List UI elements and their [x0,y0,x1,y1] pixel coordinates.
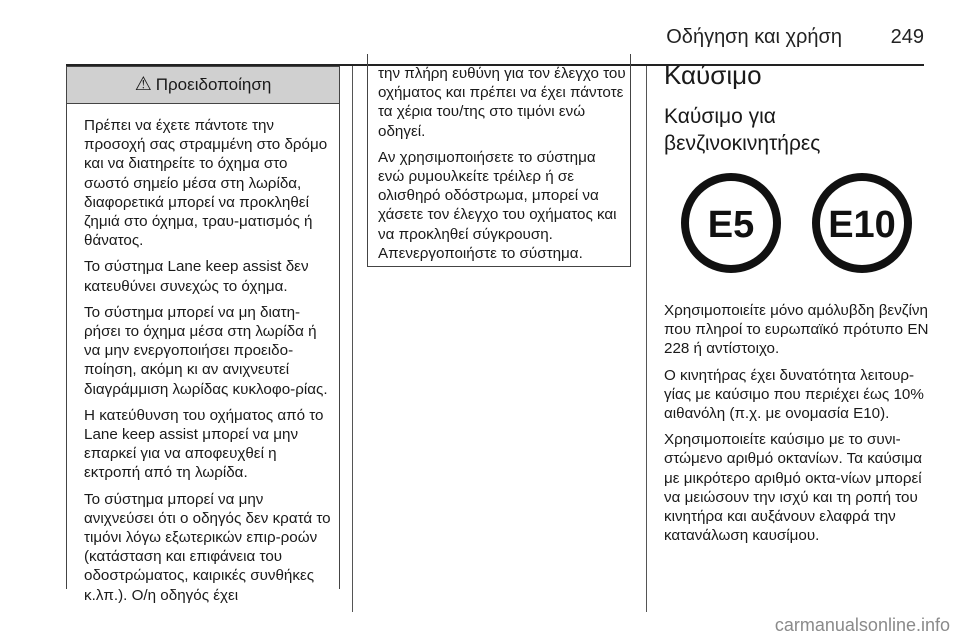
fuel-body [664,301,934,545]
fuel-sign-e5 [685,177,777,269]
fuel-signs [664,171,934,275]
column-divider-left [352,66,353,612]
fuel-paragraph: Ο κινητήρας έχει δυνατότητα λειτουρ-γίας με καύσιμο που περιέχει έως 10% αιθανόλη (π.χ. με ονομασία E10). [664,366,924,423]
warning-heading [67,67,339,104]
column-divider-right [646,66,647,612]
page-header [0,18,960,58]
warning-body-continued [368,54,630,263]
fuel-sign-e10 [816,177,908,269]
warning-body [67,104,339,605]
page-number: 249 [890,26,924,48]
warning-paragraph: την πλήρη ευθύνη για τον έλεγχο του οχήματος και πρέπει να έχει πάντοτε τα χέρια του/της στο τιμόνι ενώ οδηγεί. [378,65,626,140]
fuel-subheading: Καύσιμο για βενζινοκινητήρες [664,105,821,155]
watermark: carmanualsonline.info [774,615,950,635]
fuel-sign-e10-label: E10 [828,204,896,246]
warning-heading-text: Προειδοποίηση [155,75,272,94]
warning-paragraph: Πρέπει να έχετε πάντοτε την προσοχή σας στραμμένη στο δρόμο και να διατηρείτε το όχημα στο σωστό σημείο μέσα στη λωρίδα, διαφορετικά μπορεί να προκληθεί ζημιά στο όχημα, τραυ-ματισμός ή θάνατος. [84,117,328,250]
fuel-paragraph: Χρησιμοποιείτε μόνο αμόλυβδη βενζίνη που πληροί το ευρωπαϊκό πρότυπο EN 228 ή αντίστοιχο. [664,302,929,358]
warning-paragraph: Το σύστημα μπορεί να μη διατη-ρήσει το όχημα μέσα στη λωρίδα ή να μην ενεργοποιήσει προειδο-ποίηση, ακόμη κι αν ανιχνευτεί διαγράμμιση λωρίδας κυκλοφο-ρίας. [84,303,328,398]
warning-paragraph: Το σύστημα μπορεί να μην ανιχνεύσει ότι ο οδηγός δεν κρατά το τιμόνι λόγω εξωτερικών επιρ-ροών (κατάσταση και επιφάνεια του οδοστρώματος, καιρικές συνθήκες κ.λπ.). Ο/η οδηγός έχει [84,490,331,604]
warning-paragraph: Το σύστημα Lane keep assist δεν κατευθύνει συνεχώς το όχημα. [84,258,309,295]
fuel-section [664,60,934,552]
fuel-sign-e5-label: E5 [707,204,755,246]
warning-box [66,66,340,604]
warning-box-continued [367,54,631,267]
fuel-heading: Καύσιμο [664,60,762,90]
section-title: Οδήγηση και χρήση [666,26,842,48]
warning-paragraph: Αν χρησιμοποιήσετε το σύστημα ενώ ρυμουλκείτε τρέιλερ ή σε ολισθηρό οδόστρωμα, μπορεί να χάσετε τον έλεγχο του οχήματος και να προκληθεί σύγκρουση. Απενεργοποιήστε το σύστημα. [378,148,617,262]
fuel-signs-figure [676,171,926,275]
warning-paragraph: Η κατεύθυνση του οχήματος από το Lane keep assist μπορεί να μην επαρκεί για να αποφευχθεί η εκτροπή από τη λωρίδα. [84,406,324,482]
warning-triangle-icon: ⚠ [134,74,152,95]
fuel-paragraph: Χρησιμοποιείτε καύσιμο με το συνι-στώμενο αριθμό οκτανίων. Τα καύσιμα με μικρότερο αριθμό οκτα-νίων μπορεί να μειώσουν την ισχύ και τη ροπή του κινητήρα και αυξάνουν ελαφρά την κατανάλωση καυσίμου. [664,431,923,545]
